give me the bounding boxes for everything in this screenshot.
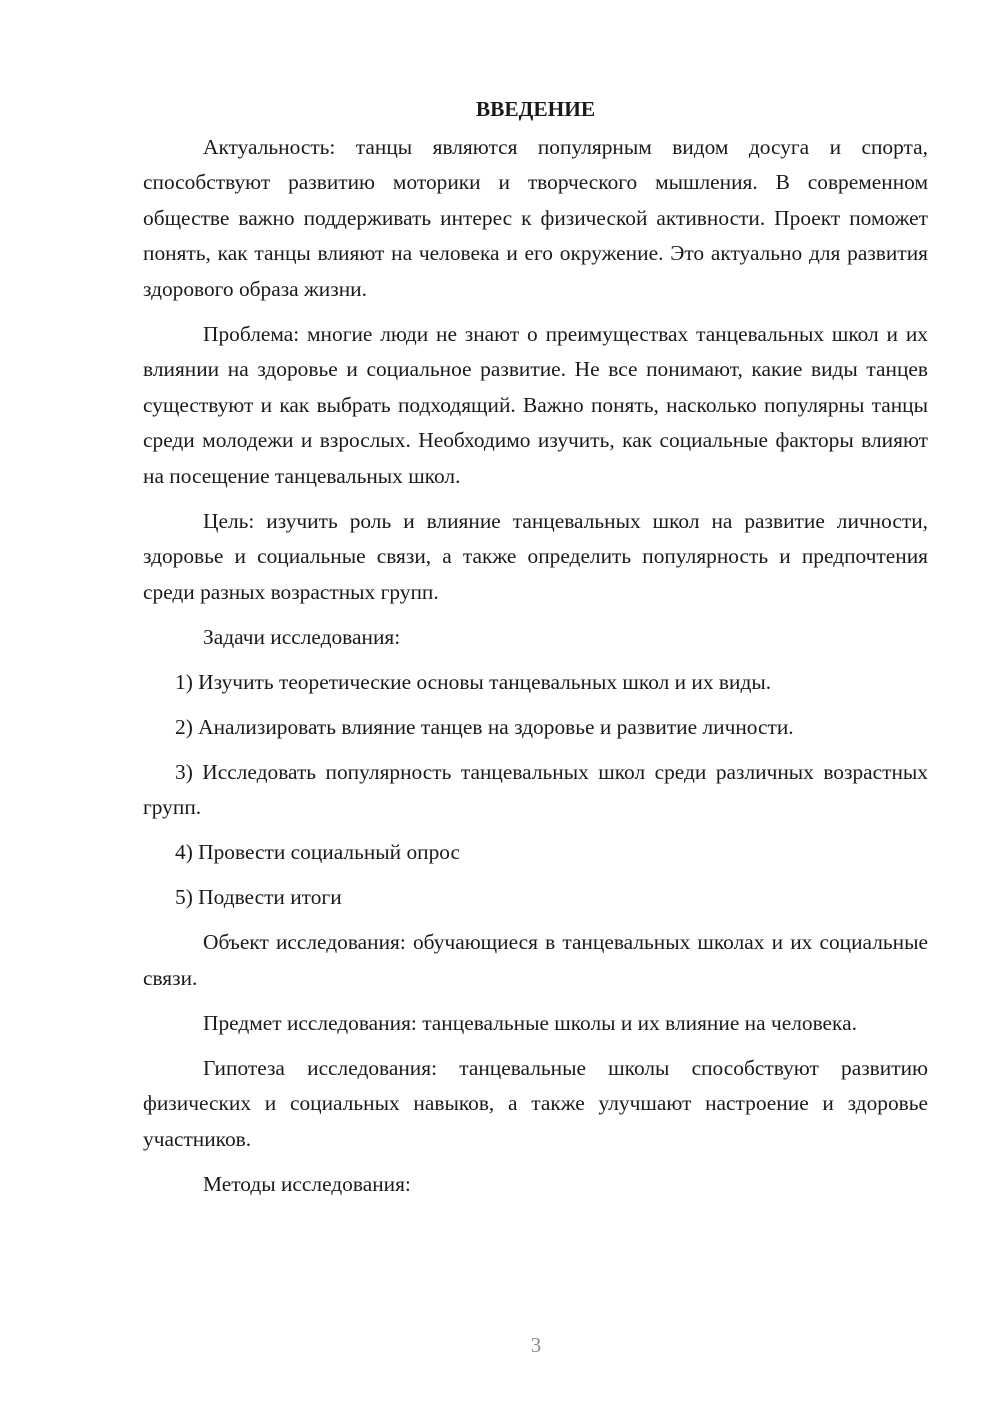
methods-heading: Методы исследования:	[203, 1171, 411, 1196]
problem-paragraph: Проблема: многие люди не знают о преимуществах танцевальных школ и их влиянии на здоровье и социальное развитие. Не все понимают, какие виды танцев существуют и как выбрать подходящий. Важно понять, насколько популярны танцы среди молодежи и взрослых. Необходимо изучить, как социальные факторы влияют на посещение танцевальных школ.	[143, 321, 928, 488]
task-item-3: 3) Исследовать популярность танцевальных школ среди различных возрастных групп.	[143, 759, 928, 819]
task-item-5: 5) Подвести итоги	[175, 885, 342, 909]
task-item-4: 4) Провести социальный опрос	[175, 840, 461, 864]
hypothesis-paragraph: Гипотеза исследования: танцевальные школы способствуют развитию физических и социальных навыков, а также улучшают настроение и здоровье участников.	[143, 1055, 928, 1151]
relevance-paragraph: Актуальность: танцы являются популярным видом досуга и спорта, способствуют развитию моторики и творческого мышления. В современном обществе важно поддерживать интерес к физической активности. Проект поможет понять, как танцы влияют на человека и его окружение. Это актуально для развития здорового образа жизни.	[143, 134, 928, 301]
subject-paragraph: Предмет исследования: танцевальные школы и их влияние на человека.	[203, 1010, 857, 1035]
task-item-1: 1) Изучить теоретические основы танцевальных школ и их виды.	[175, 669, 772, 694]
section-title: ВВЕДЕНИЕ	[475, 97, 596, 121]
goal-paragraph: Цель: изучить роль и влияние танцевальных школ на развитие личности, здоровье и социальные связи, а также определить популярность и предпочтения среди разных возрастных групп.	[143, 508, 928, 604]
document-body	[143, 92, 928, 1212]
tasks-heading: Задачи исследования:	[203, 624, 401, 649]
page-number: 3	[530, 1333, 542, 1357]
object-paragraph: Объект исследования: обучающиеся в танцевальных школах и их социальные связи.	[143, 930, 928, 990]
task-item-2: 2) Анализировать влияние танцев на здоровье и развитие личности.	[175, 714, 794, 739]
